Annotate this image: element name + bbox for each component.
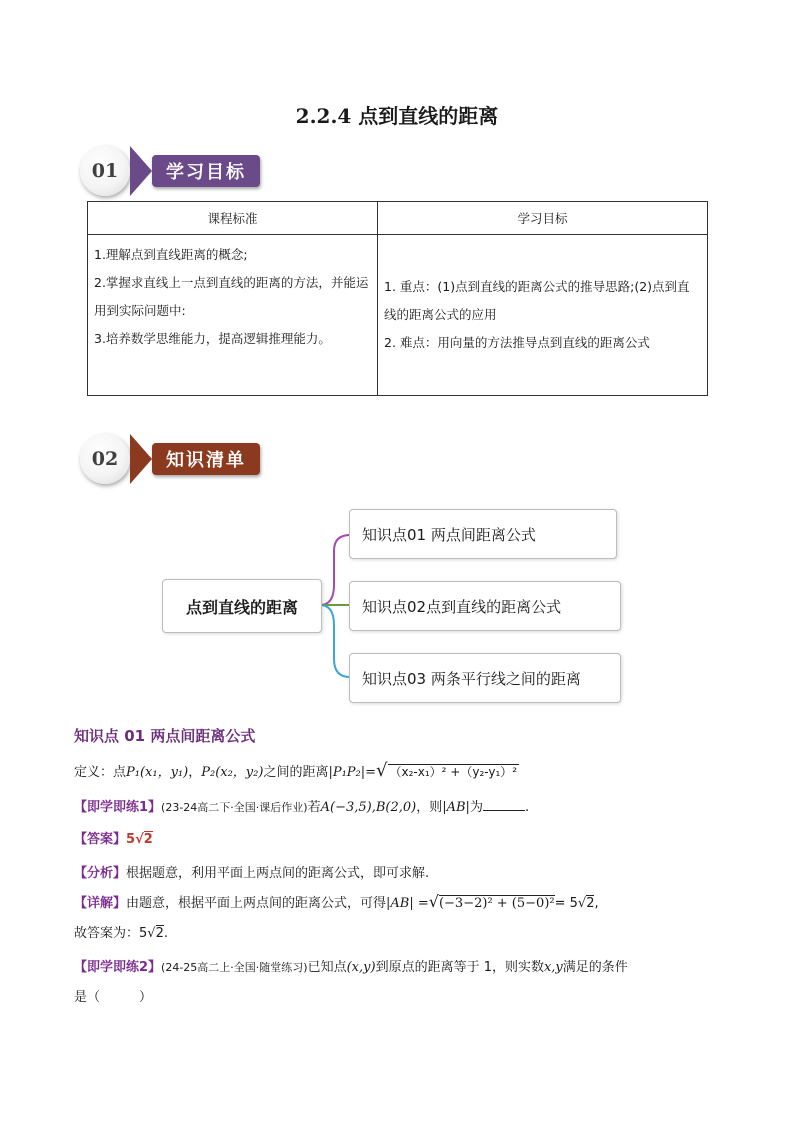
analysis-line [74, 862, 429, 881]
conclusion-line [74, 922, 168, 941]
objectives-table [87, 201, 708, 396]
mindmap-root: 点到直线的距离 [162, 579, 322, 633]
detail-rad: 2 [586, 896, 595, 911]
def-mid: 之间的距离 [263, 765, 329, 780]
list-item: 2. 难点：用向量的方法推导点到直线的距离公式 [384, 335, 650, 350]
distance-lhs: |P₁P₂|= [328, 765, 377, 780]
analysis-text: 根据题意，利用平面上两点间的距离公式，即可求解. [126, 866, 430, 881]
detail-lhs: |AB| = [386, 896, 429, 911]
connector-top [320, 535, 350, 605]
exercise-2-line2: 是（ ） [74, 990, 153, 1005]
sqrt-sign: √ [147, 926, 156, 941]
section-label: 学习目标 [152, 155, 260, 187]
conclusion-coef: 5 [139, 926, 148, 941]
exercise-tag: 【即学即练1】 [74, 800, 162, 815]
exercise-math: A(−3,5),B(2,0) [320, 800, 417, 815]
mindmap-branch-03: 知识点03 两条平行线之间的距离 [349, 653, 621, 703]
conclusion-text: 故答案为： [74, 926, 140, 941]
answer-tag: 【答案】 [74, 832, 127, 847]
section-badge-knowledge [80, 434, 260, 484]
detail-tag: 【详解】 [74, 896, 127, 911]
exercise-text: 到原点的距离等于 1，则实数 [375, 960, 544, 975]
conclusion-end: . [163, 926, 169, 941]
detail-text: 由题意，根据平面上两点间的距离公式，可得 [126, 896, 387, 911]
list-item: 2.掌握求直线上一点到直线的距离的方法，并能运用到实际问题中: [94, 275, 369, 318]
course-standard-cell [88, 235, 378, 396]
section-badge-objectives [80, 146, 260, 196]
kp1-definition [74, 760, 519, 781]
sqrt-sign: √ [577, 896, 587, 911]
exercise-source: (24-25高二上·全国·随堂练习) [161, 961, 308, 974]
learning-goal-cell [378, 235, 708, 396]
answer-coef: 5 [126, 832, 136, 847]
exercise-text: 为 [469, 800, 483, 815]
badge-arrow [130, 434, 152, 484]
section-number: 02 [80, 434, 130, 484]
mindmap-branch-02: 知识点02点到直线的距离公式 [349, 581, 621, 631]
detail-line [74, 892, 599, 911]
answer-line [74, 828, 153, 847]
page-title: 2.2.4 点到直线的距离 [295, 104, 499, 128]
exercise-text: 满足的条件 [562, 960, 628, 975]
exercise-tag: 【即学即练2】 [74, 960, 162, 975]
exercise-source: (23-24高二下·全国·课后作业) [161, 801, 308, 814]
exercise-text: ，则 [416, 800, 443, 815]
sqrt-sign: √ [376, 760, 388, 781]
exercise-math: x,y [543, 960, 563, 975]
mindmap-branch-01: 知识点01 两点间距离公式 [349, 509, 617, 559]
connector-bottom [320, 605, 350, 677]
table-header: 学习目标 [378, 202, 708, 235]
kp1-title: 知识点 01 两点间距离公式 [74, 727, 256, 745]
exercise-math: (x,y) [346, 960, 376, 975]
answer-radicand: 2 [143, 832, 153, 847]
exercise-text: 若 [307, 800, 321, 815]
conclusion-rad: 2 [155, 926, 164, 941]
exercise-1 [74, 796, 529, 815]
detail-eq: = 5 [554, 896, 578, 911]
detail-end: , [594, 896, 599, 911]
radicand: （x₂-x₁）² +（y₂-y₁）² [389, 765, 518, 779]
point-p1: P₁(x₁，y₁) [126, 765, 189, 780]
list-item: 1.理解点到直线距离的概念; [94, 247, 248, 262]
list-item: 3.培养数学思维能力，提高逻辑推理能力。 [94, 331, 331, 346]
badge-arrow [130, 146, 152, 196]
mindmap-connectors [318, 505, 352, 705]
section-label: 知识清单 [152, 443, 260, 475]
sqrt-sign: √ [135, 832, 144, 847]
section-number: 01 [80, 146, 130, 196]
exercise-math: |AB| [442, 800, 470, 815]
exercise-text: . [524, 800, 530, 815]
exercise-2 [74, 956, 628, 975]
point-p2: P₂(x₂，y₂) [201, 765, 264, 780]
def-sep: ， [188, 765, 202, 780]
exercise-text: 已知点 [307, 960, 347, 975]
table-header: 课程标准 [88, 202, 378, 235]
answer-blank [483, 798, 525, 811]
detail-radicand: (−3−2)² + (5−0)² [438, 896, 555, 911]
analysis-tag: 【分析】 [74, 866, 127, 881]
sqrt-sign: √ [428, 892, 439, 911]
list-item: 1. 重点：(1)点到直线的距离公式的推导思路;(2)点到直线的距离公式的应用 [384, 279, 690, 322]
def-prefix: 定义：点 [74, 765, 127, 780]
